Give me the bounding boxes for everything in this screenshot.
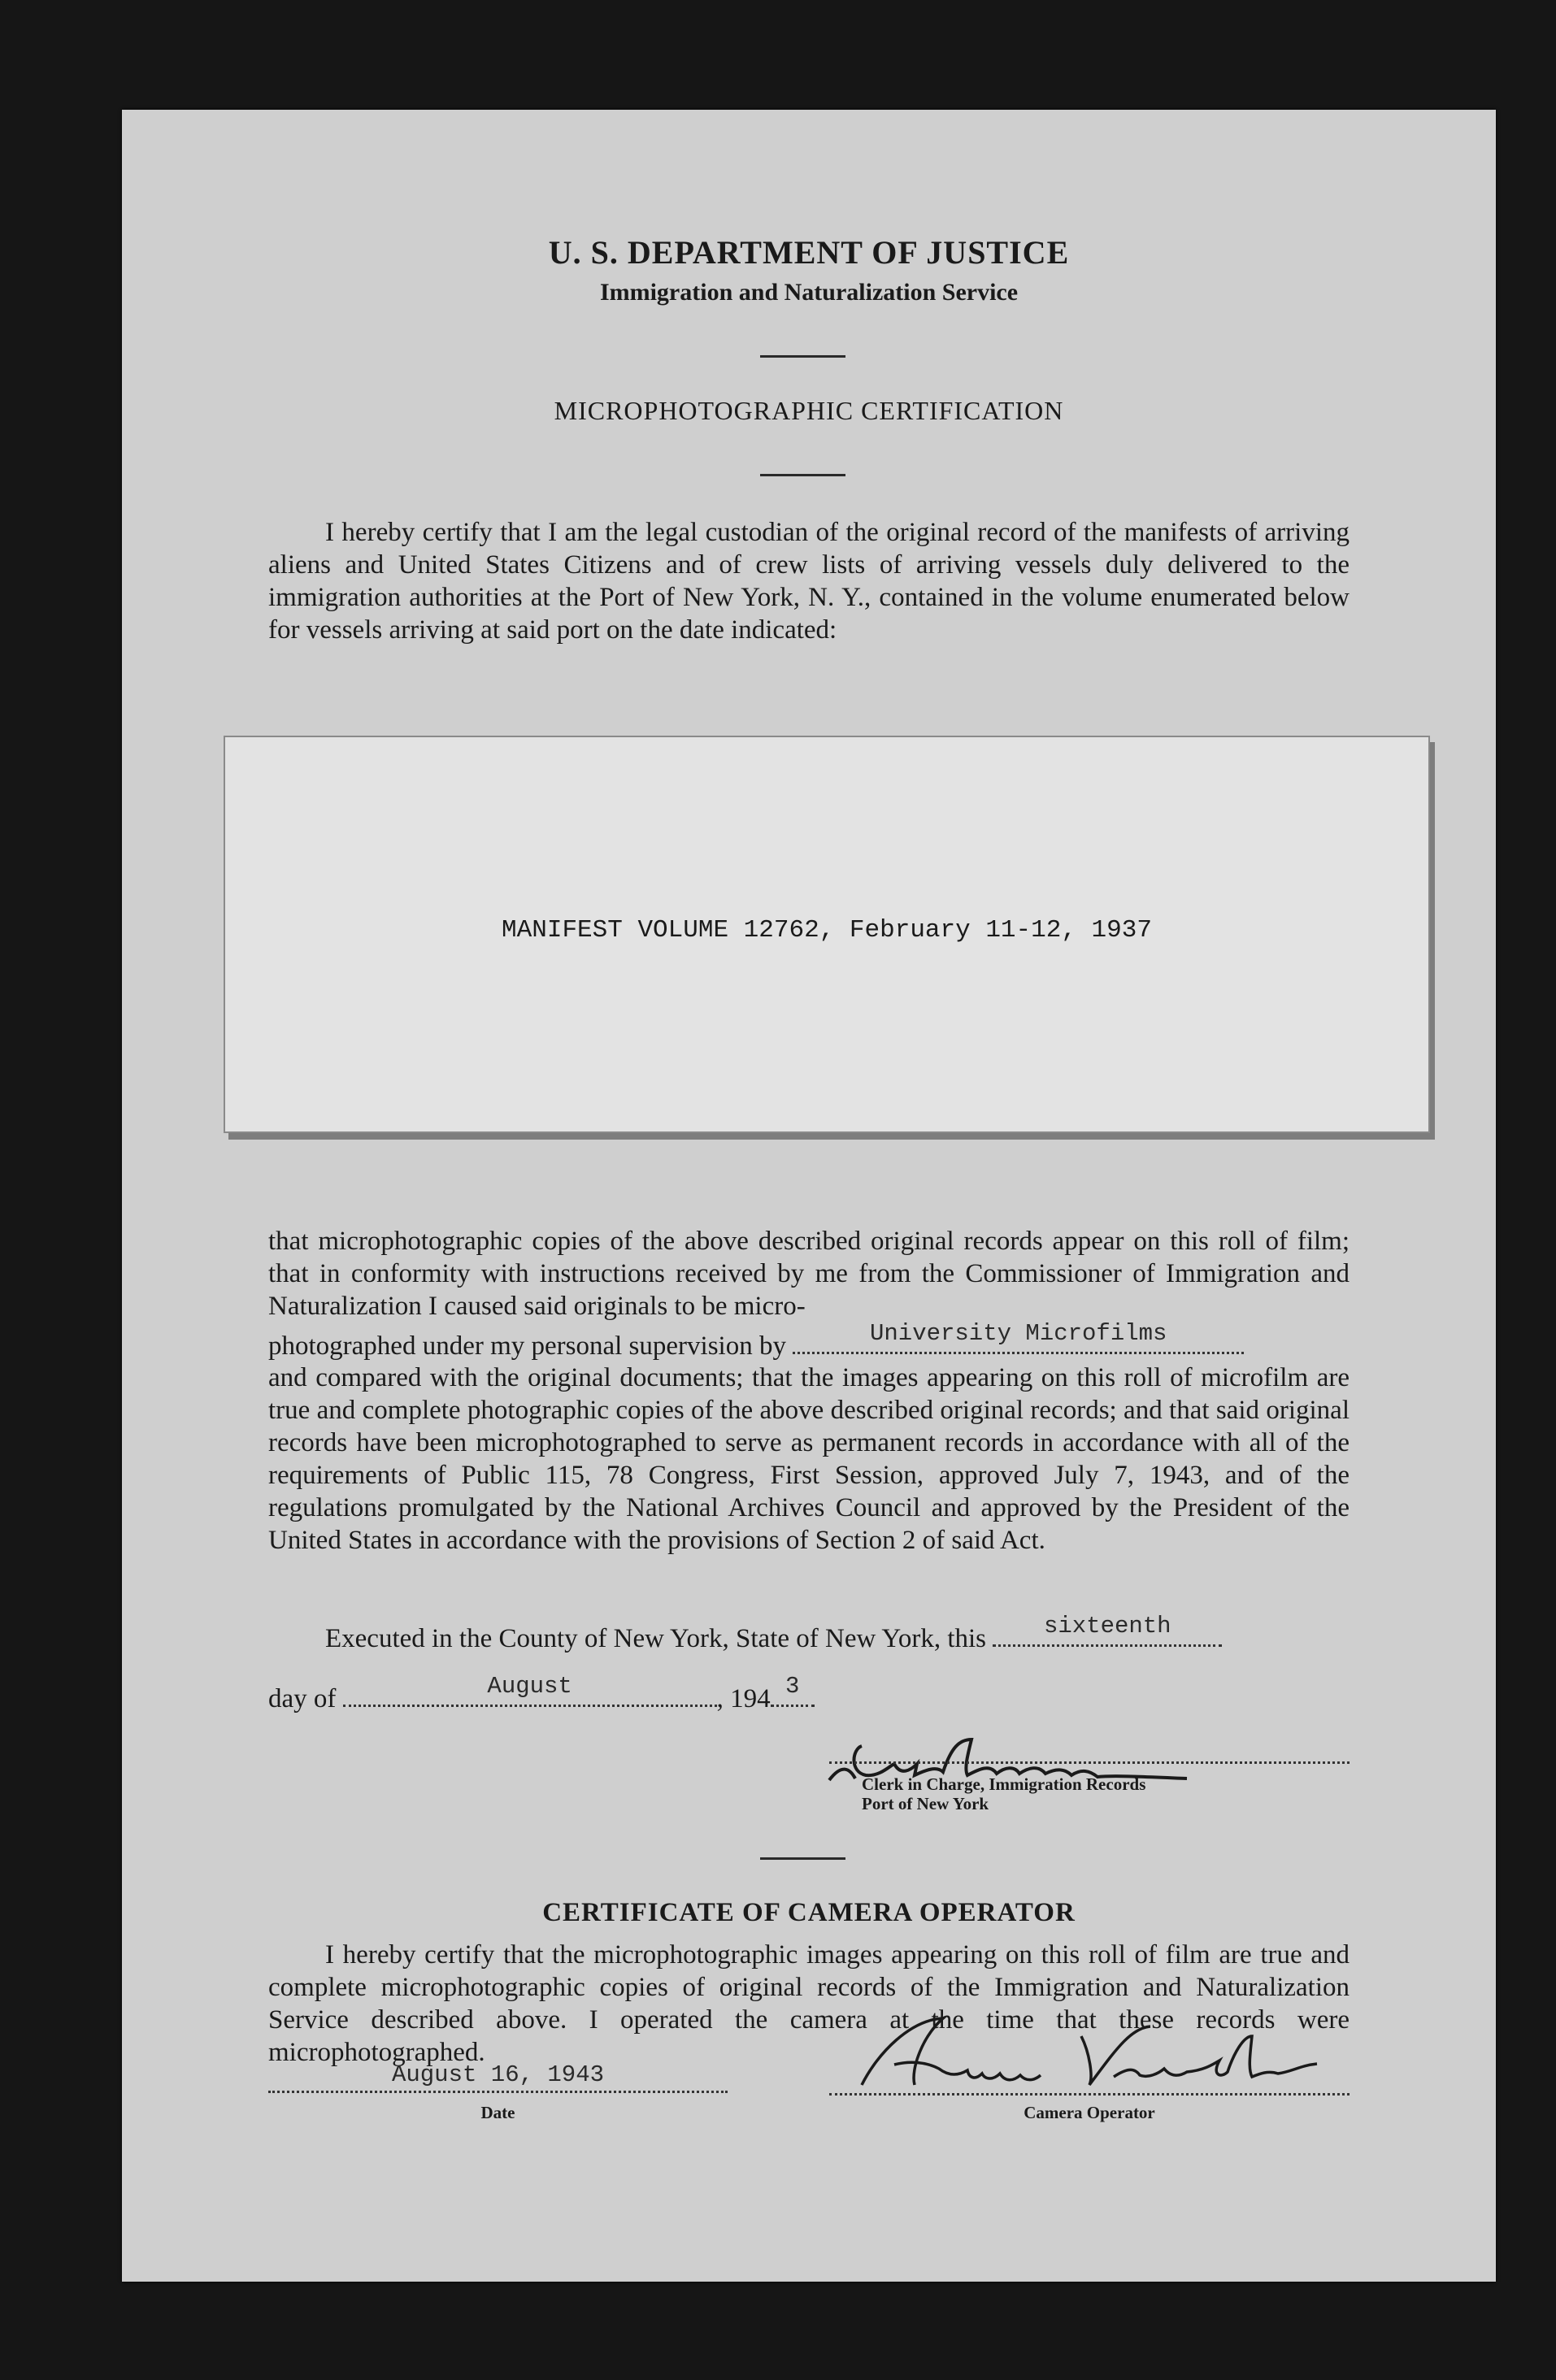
manifest-slip <box>224 736 1430 1133</box>
divider <box>760 474 845 476</box>
day-of-label: day of <box>268 1684 337 1713</box>
month-value: August <box>487 1673 572 1700</box>
supervisor-field <box>793 1320 1244 1354</box>
camera-operator-label: Camera Operator <box>1024 2103 1155 2122</box>
year-digit: 3 <box>785 1673 800 1700</box>
clerk-title: Clerk in Charge, Immigration Records <box>862 1774 1146 1794</box>
executed-lead: Executed in the County of New York, State of New York, this <box>325 1624 987 1653</box>
department-title: U. S. DEPARTMENT OF JUSTICE <box>548 234 1070 271</box>
divider <box>760 1857 845 1860</box>
camera-date-value: August 16, 1943 <box>391 2061 605 2088</box>
camera-text: I hereby certify that the microphotographic images appearing on this roll of film are true and complete microphotographic copies of original records of the Immigration and Naturalization Service described above. I operated the camera at the time that these records were microphotographed. <box>268 1940 1350 2067</box>
date-label: Date <box>480 2103 515 2122</box>
camera-date-field <box>268 2061 728 2093</box>
clerk-port: Port of New York <box>862 1794 989 1813</box>
certificate-sheet <box>122 110 1496 2282</box>
manifest-volume: MANIFEST VOLUME 12762, February 11-12, 1937 <box>502 916 1152 945</box>
intro-paragraph <box>268 516 1350 646</box>
body-paragraph-2: and compared with the original documents; that the images appearing on this roll of microfilm are true and complete photographic copies of the above described original records; and that said original records have been microphotographed to serve as permanent records in accordance with all of the requirements of Public 115, 78 Congress, First Session, approved July 7, 1943, and of the regulations promulgated by the National Archives Council and approved by the President of the United States in accordance with the provisions of Section 2 of said Act. <box>268 1363 1350 1555</box>
body-paragraph-1: that microphotographic copies of the above described original records appear on this roll of film; that in conformity with instructions received by me from the Commissioner of Immigration and Naturalization I caused said originals to be micro- <box>268 1227 1350 1321</box>
supervision-lead: photographed under my personal supervision by <box>268 1331 786 1361</box>
executed-day-value: sixteenth <box>1043 1613 1171 1640</box>
supervision-row <box>268 1320 1350 1362</box>
service-subtitle: Immigration and Naturalization Service <box>599 279 1019 306</box>
clerk-signature-line <box>829 1761 1350 1764</box>
camera-operator-signature <box>845 2004 1350 2101</box>
divider <box>760 355 845 358</box>
month-field <box>343 1673 717 1707</box>
certification-heading: MICROPHOTOGRAPHIC CERTIFICATION <box>554 396 1064 425</box>
supervisor-value: University Microfilms <box>869 1320 1167 1347</box>
year-prefix: , 194 <box>716 1684 771 1713</box>
intro-text: I hereby certify that I am the legal custodian of the original record of the manifests of arriving aliens and United States Citizens and of crew lists of arriving vessels duly delivered to the immigration authorities at the Port of New York, N. Y., contained in the volume enumerated below for vessels arriving at said port on the date indicated: <box>268 518 1350 645</box>
executed-row <box>268 1613 1350 1655</box>
camera-operator-line <box>829 2093 1350 2096</box>
executed-day-field <box>993 1613 1222 1647</box>
camera-certificate-heading: CERTIFICATE OF CAMERA OPERATOR <box>542 1898 1076 1927</box>
